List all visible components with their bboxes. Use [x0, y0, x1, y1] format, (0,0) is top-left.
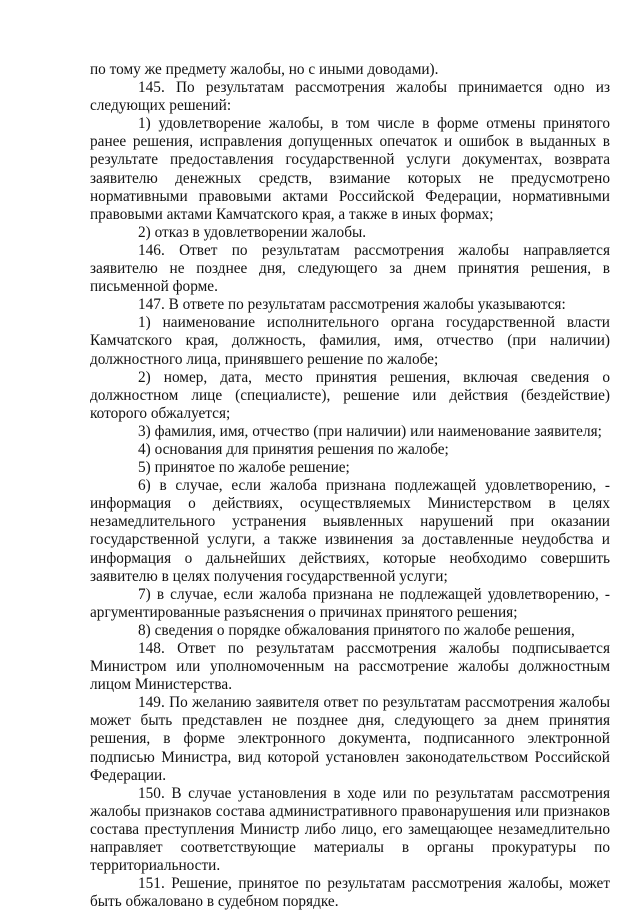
paragraph-148: 148. Ответ по результатам рассмотрения жалобы подписывается Министром или уполномоченным на рассмотрение жалобы должностным лицом Министерства.	[90, 640, 610, 694]
paragraph-continuation: по тому же предмету жалобы, но с иными доводами).	[90, 61, 439, 78]
document-page	[90, 61, 610, 911]
paragraph-145: 145. По результатам рассмотрения жалобы принимается одно из следующих решений:	[90, 79, 610, 115]
paragraph-147-item-5: 5) принятое по жалобе решение;	[138, 459, 350, 477]
paragraph-147: 147. В ответе по результатам рассмотрения жалобы указываются:	[138, 296, 566, 314]
paragraph-147-item-4: 4) основания для принятия решения по жалобе;	[138, 440, 449, 458]
paragraph-147-item-2: 2) номер, дата, место принятия решения, включая сведения о должностном лице (специалисте), решение или действия (бездействие) которого обжалуется;	[90, 368, 610, 422]
paragraph-145-item-1: 1) удовлетворение жалобы, в том числе в форме отмены принятого ранее решения, исправления допущенных опечаток и ошибок в выданных в результате предоставления государственной услуги документах, возврата заявителю денежных средств, взимание которых не предусмотрено нормативными правовыми актами Российской Федерации, нормативными правовыми актами Камчатского края, а также в иных формах;	[90, 115, 610, 223]
paragraph-146: 146. Ответ по результатам рассмотрения жалобы направляется заявителю не позднее дня, следующего за днем принятия решения, в письменной форме.	[90, 241, 610, 296]
paragraph-149: 149. По желанию заявителя ответ по результатам рассмотрения жалобы может быть представлен не позднее дня, следующего за днем принятия решения, в форме электронного документа, подписанного электронной подписью Министра, вид которой установлен законодательством Российской Федерации.	[90, 694, 610, 784]
paragraph-147-item-1: 1) наименование исполнительного органа государственной власти Камчатского края, должность, фамилия, имя, отчество (при наличии) должностного лица, принявшего решение по жалобе;	[90, 314, 610, 368]
paragraph-147-item-3: 3) фамилия, имя, отчество (при наличии) или наименование заявителя;	[138, 422, 602, 440]
paragraph-151: 151. Решение, принятое по результатам рассмотрения жалобы, может быть обжаловано в судебном порядке.	[90, 875, 610, 911]
paragraph-147-item-6: 6) в случае, если жалоба признана подлежащей удовлетворению, - информация о действиях, осуществляемых Министерством в целях незамедлительного устранения выявленных нарушений при оказании государственной услуги, а также извинения за доставленные неудобства и информация о дальнейших действиях, которые необходимо совершить заявителю в целях получения государственной услуги;	[90, 477, 610, 585]
paragraph-145-item-2: 2) отказ в удовлетворении жалобы.	[138, 223, 367, 241]
paragraph-147-item-7: 7) в случае, если жалоба признана не подлежащей удовлетворению, - аргументированные разъяснения о причинах принятого решения;	[90, 585, 610, 621]
paragraph-147-item-8: 8) сведения о порядке обжалования принятого по жалобе решения,	[138, 621, 575, 639]
paragraph-150: 150. В случае установления в ходе или по результатам рассмотрения жалобы признаков состава административного правонарушения или признаков состава преступления Министр либо лицо, его замещающее незамедлительно направляет соответствующие материалы в органы прокуратуры по территориальности.	[90, 784, 610, 875]
